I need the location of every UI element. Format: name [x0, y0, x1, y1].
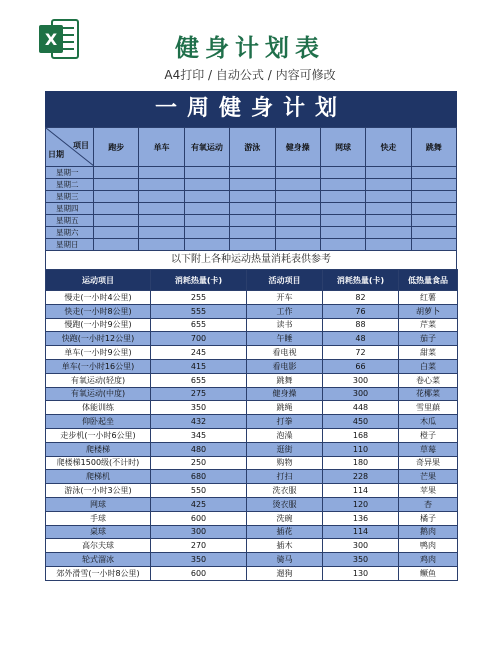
calorie-cell: 228	[323, 470, 399, 484]
calorie-row	[46, 511, 458, 525]
calorie-cell: 快走(一小时8公里)	[46, 304, 151, 318]
calorie-cell: 82	[323, 291, 399, 305]
calorie-row	[46, 387, 458, 401]
plan-entry-cell[interactable]	[139, 191, 184, 203]
calorie-cell: 300	[323, 373, 399, 387]
calorie-cell: 415	[151, 359, 247, 373]
calorie-cell: 看电影	[247, 359, 323, 373]
calorie-cell: 郊外滑雪(一小时8公里)	[46, 566, 151, 580]
reference-note: 以下附上各种运动热量消耗表供参考	[45, 251, 457, 269]
corner-project-label: 项目	[73, 141, 89, 150]
calorie-cell: 爬楼梯1500级(不计时)	[46, 456, 151, 470]
day-label: 星期一	[46, 167, 94, 179]
calorie-cell: 读书	[247, 318, 323, 332]
calorie-cell: 杏	[399, 497, 458, 511]
calorie-cell: 打扫	[247, 470, 323, 484]
calorie-cell: 270	[151, 539, 247, 553]
calorie-cell: 136	[323, 511, 399, 525]
plan-entry-cell[interactable]	[94, 167, 139, 179]
calorie-cell: 木瓜	[399, 415, 458, 429]
calorie-cell: 芹菜	[399, 318, 458, 332]
calorie-cell: 爬梯机	[46, 470, 151, 484]
plan-day-row	[46, 167, 457, 179]
calorie-cell: 购物	[247, 456, 323, 470]
calorie-cell: 168	[323, 428, 399, 442]
day-label: 星期四	[46, 203, 94, 215]
calorie-cell: 250	[151, 456, 247, 470]
day-label: 星期六	[46, 227, 94, 239]
plan-entry-cell[interactable]	[366, 203, 411, 215]
calorie-row	[46, 401, 458, 415]
plan-col-header: 单车	[139, 128, 184, 167]
plan-entry-cell[interactable]	[366, 239, 411, 251]
calorie-row	[46, 359, 458, 373]
calorie-cell: 300	[151, 525, 247, 539]
plan-entry-cell[interactable]	[320, 215, 365, 227]
calorie-cell: 奇异果	[399, 456, 458, 470]
plan-entry-cell[interactable]	[94, 227, 139, 239]
calorie-cell: 跳绳	[247, 401, 323, 415]
calorie-cell: 雪里蕻	[399, 401, 458, 415]
plan-entry-cell[interactable]	[184, 215, 229, 227]
calorie-cell: 110	[323, 442, 399, 456]
calorie-cell: 跳舞	[247, 373, 323, 387]
calorie-cell: 655	[151, 318, 247, 332]
calorie-cell: 洗衣服	[247, 484, 323, 498]
plan-entry-cell[interactable]	[366, 191, 411, 203]
calorie-cell: 慢走(一小时4公里)	[46, 291, 151, 305]
plan-entry-cell[interactable]	[230, 203, 275, 215]
plan-entry-cell[interactable]	[275, 203, 320, 215]
plan-day-row	[46, 215, 457, 227]
calorie-row	[46, 566, 458, 580]
calorie-cell: 健身操	[247, 387, 323, 401]
calorie-cell: 76	[323, 304, 399, 318]
calorie-row	[46, 456, 458, 470]
calorie-cell: 700	[151, 332, 247, 346]
plan-entry-cell[interactable]	[275, 227, 320, 239]
calorie-cell: 245	[151, 346, 247, 360]
svg-text:X: X	[44, 30, 58, 49]
calorie-row	[46, 428, 458, 442]
plan-entry-cell[interactable]	[411, 227, 456, 239]
calorie-cell: 350	[323, 553, 399, 567]
plan-entry-cell[interactable]	[366, 215, 411, 227]
plan-entry-cell[interactable]	[184, 179, 229, 191]
plan-entry-cell[interactable]	[275, 179, 320, 191]
page-title: 健身计划表	[175, 34, 325, 62]
calorie-cell: 有氧运动(中度)	[46, 387, 151, 401]
plan-entry-cell[interactable]	[411, 191, 456, 203]
calorie-cell: 有氧运动(轻度)	[46, 373, 151, 387]
plan-entry-cell[interactable]	[366, 227, 411, 239]
calorie-cell: 300	[323, 387, 399, 401]
plan-corner-cell	[46, 128, 94, 167]
calorie-cell: 洗碗	[247, 511, 323, 525]
plan-entry-cell[interactable]	[184, 227, 229, 239]
corner-date-label: 日期	[48, 150, 64, 159]
calorie-cell: 慢跑(一小时9公里)	[46, 318, 151, 332]
calorie-cell: 看电视	[247, 346, 323, 360]
calorie-cell: 草莓	[399, 442, 458, 456]
calorie-cell: 插花	[247, 525, 323, 539]
plan-entry-cell[interactable]	[139, 179, 184, 191]
calorie-cell: 工作	[247, 304, 323, 318]
calorie-cell: 72	[323, 346, 399, 360]
plan-col-header: 有氧运动	[184, 128, 229, 167]
plan-day-row	[46, 191, 457, 203]
calorie-header-row	[46, 270, 458, 291]
calorie-cell: 仰卧起坐	[46, 415, 151, 429]
plan-entry-cell[interactable]	[139, 227, 184, 239]
plan-entry-cell[interactable]	[320, 179, 365, 191]
plan-entry-cell[interactable]	[411, 179, 456, 191]
calorie-cell: 甜菜	[399, 346, 458, 360]
plan-entry-cell[interactable]	[320, 191, 365, 203]
calorie-cell: 游泳(一小时3公里)	[46, 484, 151, 498]
fitness-sheet	[45, 91, 457, 656]
calorie-cell: 单车(一小时16公里)	[46, 359, 151, 373]
calorie-col-header: 消耗热量(卡)	[323, 270, 399, 291]
plan-col-header: 跑步	[94, 128, 139, 167]
plan-entry-cell[interactable]	[184, 167, 229, 179]
calorie-cell: 345	[151, 428, 247, 442]
plan-day-row	[46, 203, 457, 215]
calorie-row	[46, 484, 458, 498]
calorie-cell: 胡萝卜	[399, 304, 458, 318]
plan-entry-cell[interactable]	[275, 167, 320, 179]
plan-entry-cell[interactable]	[275, 191, 320, 203]
calorie-cell: 120	[323, 497, 399, 511]
plan-entry-cell[interactable]	[184, 203, 229, 215]
calorie-cell: 432	[151, 415, 247, 429]
weekly-plan-table	[45, 127, 457, 251]
plan-entry-cell[interactable]	[94, 191, 139, 203]
plan-entry-cell[interactable]	[94, 239, 139, 251]
calorie-cell: 苹果	[399, 484, 458, 498]
calorie-cell: 红薯	[399, 291, 458, 305]
calorie-cell: 600	[151, 566, 247, 580]
plan-entry-cell[interactable]	[230, 167, 275, 179]
plan-entry-cell[interactable]	[411, 215, 456, 227]
calorie-cell: 550	[151, 484, 247, 498]
calorie-row	[46, 415, 458, 429]
calorie-row	[46, 470, 458, 484]
calorie-cell: 逛街	[247, 442, 323, 456]
calorie-cell: 插木	[247, 539, 323, 553]
plan-entry-cell[interactable]	[139, 167, 184, 179]
calorie-cell: 450	[323, 415, 399, 429]
plan-col-header: 健身操	[275, 128, 320, 167]
page-subtitle: A4打印 / 自动公式 / 内容可修改	[164, 68, 336, 82]
calorie-cell: 手球	[46, 511, 151, 525]
calorie-cell: 鳜鱼	[399, 566, 458, 580]
plan-entry-cell[interactable]	[320, 239, 365, 251]
calorie-cell: 425	[151, 497, 247, 511]
calorie-row	[46, 553, 458, 567]
calorie-row	[46, 332, 458, 346]
calorie-cell: 130	[323, 566, 399, 580]
plan-entry-cell[interactable]	[139, 203, 184, 215]
calorie-cell: 橙子	[399, 428, 458, 442]
calorie-cell: 鸭肉	[399, 539, 458, 553]
plan-entry-cell[interactable]	[275, 215, 320, 227]
calorie-cell: 350	[151, 553, 247, 567]
plan-entry-cell[interactable]	[320, 203, 365, 215]
calorie-cell: 白菜	[399, 359, 458, 373]
calorie-cell: 花椰菜	[399, 387, 458, 401]
plan-col-header: 网球	[320, 128, 365, 167]
calorie-cell: 泡澡	[247, 428, 323, 442]
plan-entry-cell[interactable]	[320, 227, 365, 239]
calorie-cell: 88	[323, 318, 399, 332]
calorie-cell: 茄子	[399, 332, 458, 346]
calorie-cell: 烫衣服	[247, 497, 323, 511]
plan-entry-cell[interactable]	[411, 167, 456, 179]
plan-entry-cell[interactable]	[275, 239, 320, 251]
calorie-cell: 480	[151, 442, 247, 456]
calorie-cell: 快跑(一小时12公里)	[46, 332, 151, 346]
plan-entry-cell[interactable]	[411, 239, 456, 251]
calorie-row	[46, 442, 458, 456]
plan-entry-cell[interactable]	[139, 215, 184, 227]
calorie-cell: 卷心菜	[399, 373, 458, 387]
plan-entry-cell[interactable]	[139, 239, 184, 251]
calorie-cell: 180	[323, 456, 399, 470]
calorie-cell: 开车	[247, 291, 323, 305]
calorie-cell: 114	[323, 525, 399, 539]
calorie-cell: 午睡	[247, 332, 323, 346]
calorie-cell: 打拳	[247, 415, 323, 429]
calorie-col-header: 低热量食品	[399, 270, 458, 291]
calorie-cell: 爬楼梯	[46, 442, 151, 456]
day-label: 星期三	[46, 191, 94, 203]
calorie-cell: 66	[323, 359, 399, 373]
plan-col-header: 跳舞	[411, 128, 456, 167]
calorie-cell: 鹅肉	[399, 525, 458, 539]
calorie-cell: 300	[323, 539, 399, 553]
calorie-table	[45, 269, 458, 581]
plan-day-row	[46, 227, 457, 239]
plan-entry-cell[interactable]	[94, 179, 139, 191]
calorie-row	[46, 346, 458, 360]
calorie-cell: 600	[151, 511, 247, 525]
calorie-cell: 255	[151, 291, 247, 305]
day-label: 星期二	[46, 179, 94, 191]
plan-entry-cell[interactable]	[411, 203, 456, 215]
plan-entry-cell[interactable]	[230, 227, 275, 239]
plan-entry-cell[interactable]	[230, 179, 275, 191]
page-header	[0, 0, 500, 90]
calorie-row	[46, 497, 458, 511]
calorie-cell: 680	[151, 470, 247, 484]
calorie-cell: 橘子	[399, 511, 458, 525]
plan-entry-cell[interactable]	[184, 191, 229, 203]
calorie-row	[46, 304, 458, 318]
calorie-cell: 体能训练	[46, 401, 151, 415]
calorie-cell: 275	[151, 387, 247, 401]
plan-entry-cell[interactable]	[366, 167, 411, 179]
calorie-cell: 单车(一小时9公里)	[46, 346, 151, 360]
calorie-cell: 鸡肉	[399, 553, 458, 567]
day-label: 星期日	[46, 239, 94, 251]
calorie-cell: 350	[151, 401, 247, 415]
plan-entry-cell[interactable]	[230, 215, 275, 227]
calorie-cell: 骑马	[247, 553, 323, 567]
calorie-cell: 高尔夫球	[46, 539, 151, 553]
calorie-row	[46, 291, 458, 305]
calorie-row	[46, 373, 458, 387]
plan-header-row	[46, 128, 457, 167]
calorie-cell: 轮式溜冰	[46, 553, 151, 567]
plan-body	[46, 167, 457, 251]
calorie-col-header: 活动项目	[247, 270, 323, 291]
calorie-cell: 桌球	[46, 525, 151, 539]
plan-day-row	[46, 179, 457, 191]
calorie-row	[46, 525, 458, 539]
plan-entry-cell[interactable]	[230, 191, 275, 203]
calorie-cell: 114	[323, 484, 399, 498]
plan-col-header: 快走	[366, 128, 411, 167]
plan-col-header: 游泳	[230, 128, 275, 167]
calorie-cell: 走步机(一小时6公里)	[46, 428, 151, 442]
plan-entry-cell[interactable]	[230, 239, 275, 251]
plan-day-row	[46, 239, 457, 251]
calorie-row	[46, 539, 458, 553]
calorie-body	[46, 291, 458, 581]
calorie-cell: 555	[151, 304, 247, 318]
calorie-cell: 448	[323, 401, 399, 415]
calorie-col-header: 运动项目	[46, 270, 151, 291]
calorie-cell: 遛狗	[247, 566, 323, 580]
day-label: 星期五	[46, 215, 94, 227]
calorie-cell: 48	[323, 332, 399, 346]
plan-entry-cell[interactable]	[184, 239, 229, 251]
calorie-col-header: 消耗热量(卡)	[151, 270, 247, 291]
plan-entry-cell[interactable]	[366, 179, 411, 191]
calorie-cell: 655	[151, 373, 247, 387]
plan-banner: 一周健身计划	[45, 91, 457, 127]
calorie-row	[46, 318, 458, 332]
plan-entry-cell[interactable]	[94, 215, 139, 227]
plan-entry-cell[interactable]	[94, 203, 139, 215]
calorie-cell: 芒果	[399, 470, 458, 484]
plan-entry-cell[interactable]	[320, 167, 365, 179]
calorie-cell: 网球	[46, 497, 151, 511]
